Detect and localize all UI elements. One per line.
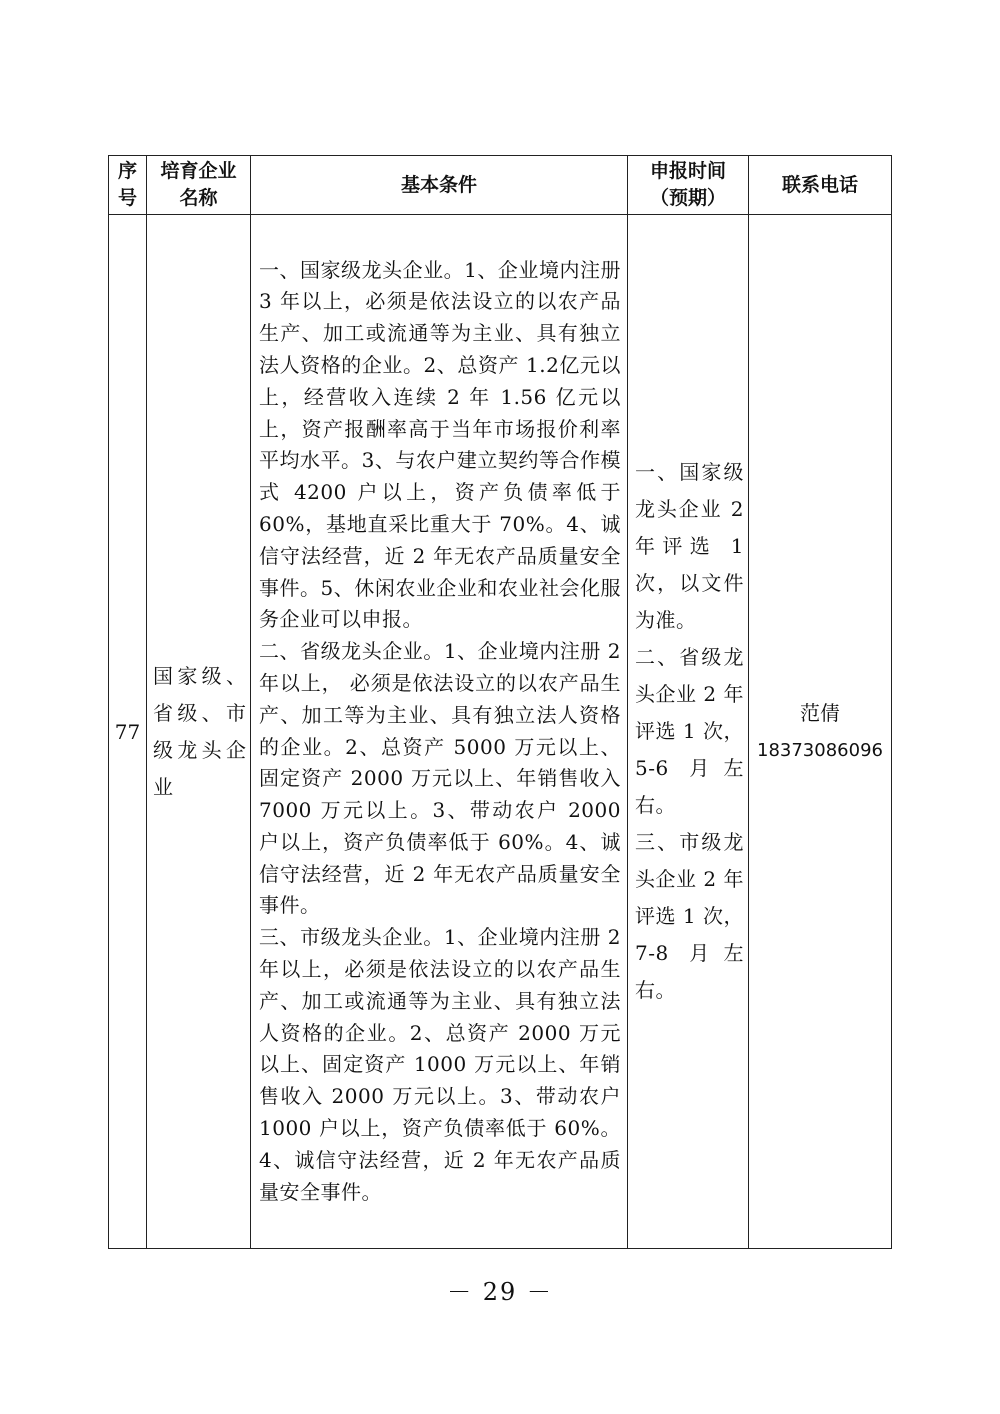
header-no: 序 号: [109, 156, 147, 215]
time-national: 一、国家级龙头企业 2 年评选 1 次，以文件为准。: [635, 460, 744, 632]
time-provincial: 二、省级龙头企业 2 年评选 1 次，5-6 月左右。: [635, 645, 744, 817]
page-number: － 29 －: [447, 1278, 553, 1306]
condition-provincial: 二、省级龙头企业。1、企业境内注册 2 年以上， 必须是依法设立的以农产品生产、加工等为主业、具有独立法人资格的企业。2、总资产 5000 万元以上、固定资产 2000 万元以上、年销售收入 7000 万元以上。3、带动农户 2000 户以上，资产负债率低于 60%。4、诚信守法经营，近 2 年无农产品质量安全事件。: [259, 639, 621, 918]
requirements-table: [108, 155, 892, 1249]
row-number: 77: [109, 215, 147, 1249]
header-time: 申报时间 （预期）: [628, 156, 749, 215]
header-phone: 联系电话: [749, 156, 892, 215]
contact-phone: [749, 215, 892, 1249]
contact-name: 范倩: [800, 700, 840, 725]
enterprise-name: 国家级、省级、市级龙头企业: [147, 215, 251, 1249]
condition-national: 一、国家级龙头企业。1、企业境内注册 3 年以上，必须是依法设立的以农产品生产、加工或流通等为主业、具有独立法人资格的企业。2、总资产 1.2亿元以上，经营收入连续 2 年 1.56 亿元以上，资产报酬率高于当年市场报价利率平均水平。3、与农户建立契约等合作模式 4200 户以上，资产负债率低于 60%，基地直采比重大于 70%。4、诚信守法经营，近 2 年无农产品质量安全事件。5、休闲农业企业和农业社会化服务企业可以申报。: [259, 257, 621, 632]
header-row: [109, 156, 892, 215]
header-name: 培育企业 名称: [147, 156, 251, 215]
condition-municipal: 三、市级龙头企业。1、企业境内注册 2 年以上，必须是依法设立的以农产品生产、加工或流通等为主业、具有独立法人资格的企业。2、总资产 2000 万元以上、固定资产 1000 万元以上、年销售收入 2000 万元以上。3、带动农户 1000 户以上，资产负债率低于 60%。4、诚信守法经营，近 2 年无农产品质量安全事件。: [259, 925, 621, 1204]
table-row: [109, 215, 892, 1249]
phone-number: 18373086096: [757, 739, 883, 761]
application-time: [628, 215, 749, 1249]
header-condition: 基本条件: [251, 156, 628, 215]
time-municipal: 三、市级龙头企业 2 年评选 1 次，7-8 月左右。: [635, 830, 744, 1002]
basic-conditions: [251, 215, 628, 1249]
